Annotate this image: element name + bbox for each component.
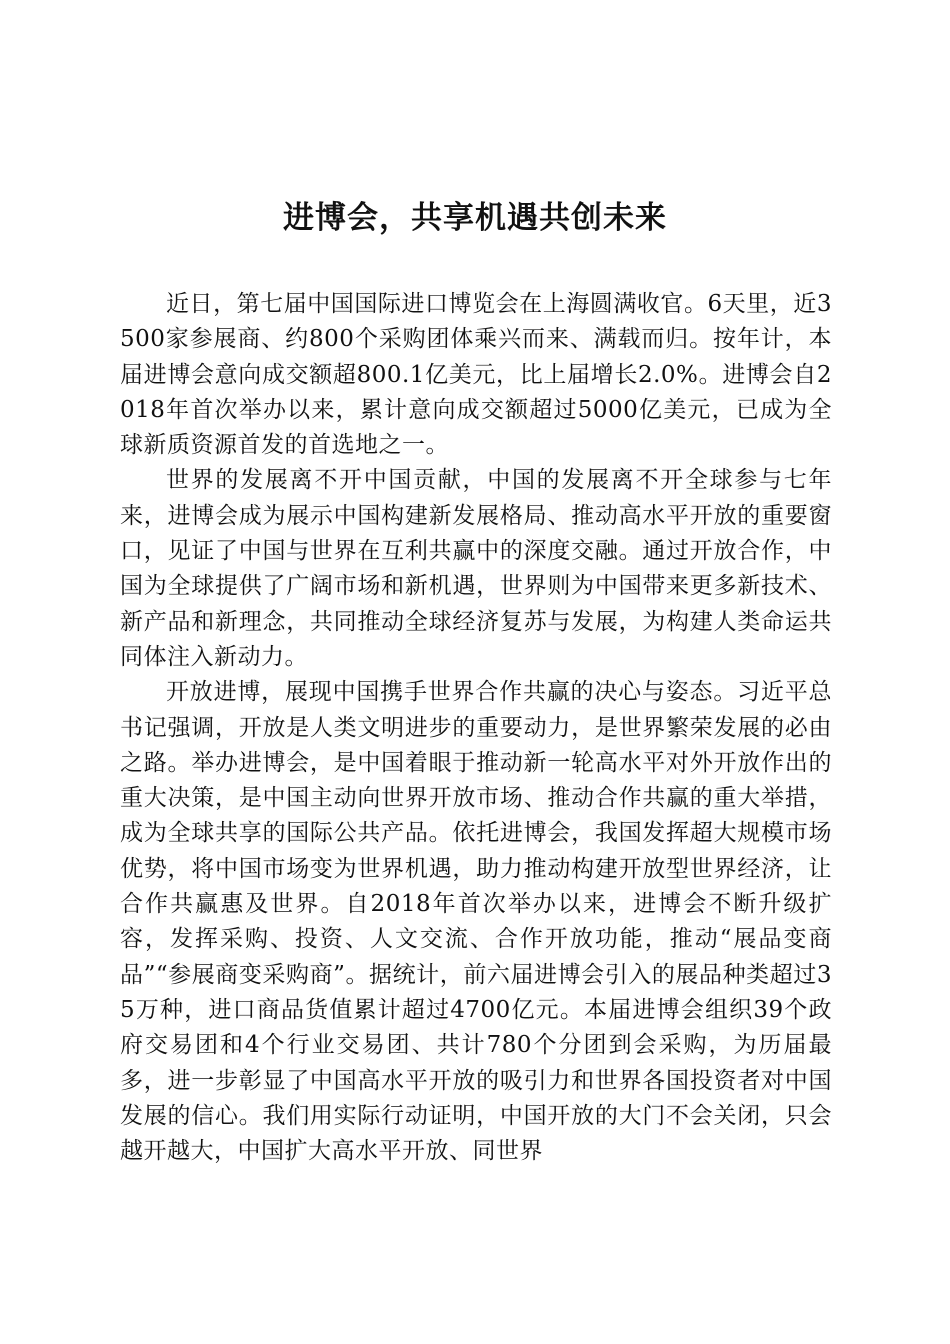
document-body xyxy=(120,287,832,1169)
document-title: 进博会，共享机遇共创未来 xyxy=(283,200,667,236)
paragraph-1: 近日，第七届中国国际进口博览会在上海圆满收官。6天里，近3500家参展商、约800个采购团体乘兴而来、满载而归。按年计，本届进博会意向成交额超800.1亿美元，比上届增长2.0%。进博会自2018年首次举办以来，累计意向成交额超过5000亿美元，已成为全球新质资源首发的首选地之一。 xyxy=(120,291,832,459)
paragraph-2: 世界的发展离不开中国贡献，中国的发展离不开全球参与七年来，进博会成为展示中国构建新发展格局、推动高水平开放的重要窗口，见证了中国与世界在互利共赢中的深度交融。通过开放合作，中国为全球提供了广阔市场和新机遇，世界则为中国带来更多新技术、新产品和新理念，共同推动全球经济复苏与发展，为构建人类命运共同体注入新动力。 xyxy=(120,467,832,670)
paragraph-3: 开放进博，展现中国携手世界合作共赢的决心与姿态。习近平总书记强调，开放是人类文明进步的重要动力，是世界繁荣发展的必由之路。举办进博会，是中国着眼于推动新一轮高水平对外开放作出的重大决策，是中国主动向世界开放市场、推动合作共赢的重大举措，成为全球共享的国际公共产品。依托进博会，我国发挥超大规模市场优势，将中国市场变为世界机遇，助力推动构建开放型世界经济，让合作共赢惠及世界。自2018年首次举办以来，进博会不断升级扩容，发挥采购、投资、人文交流、合作开放功能，推动“展品变商品”“参展商变采购商”。据统计，前六届进博会引入的展品种类超过35万种，进口商品货值累计超过4700亿元。本届进博会组织39个政府交易团和4个行业交易团、共计780个分团到会采购，为历届最多，进一步彰显了中国高水平开放的吸引力和世界各国投资者对中国发展的信心。我们用实际行动证明，中国开放的大门不会关闭，只会越开越大，中国扩大高水平开放、同世界 xyxy=(120,679,832,1165)
